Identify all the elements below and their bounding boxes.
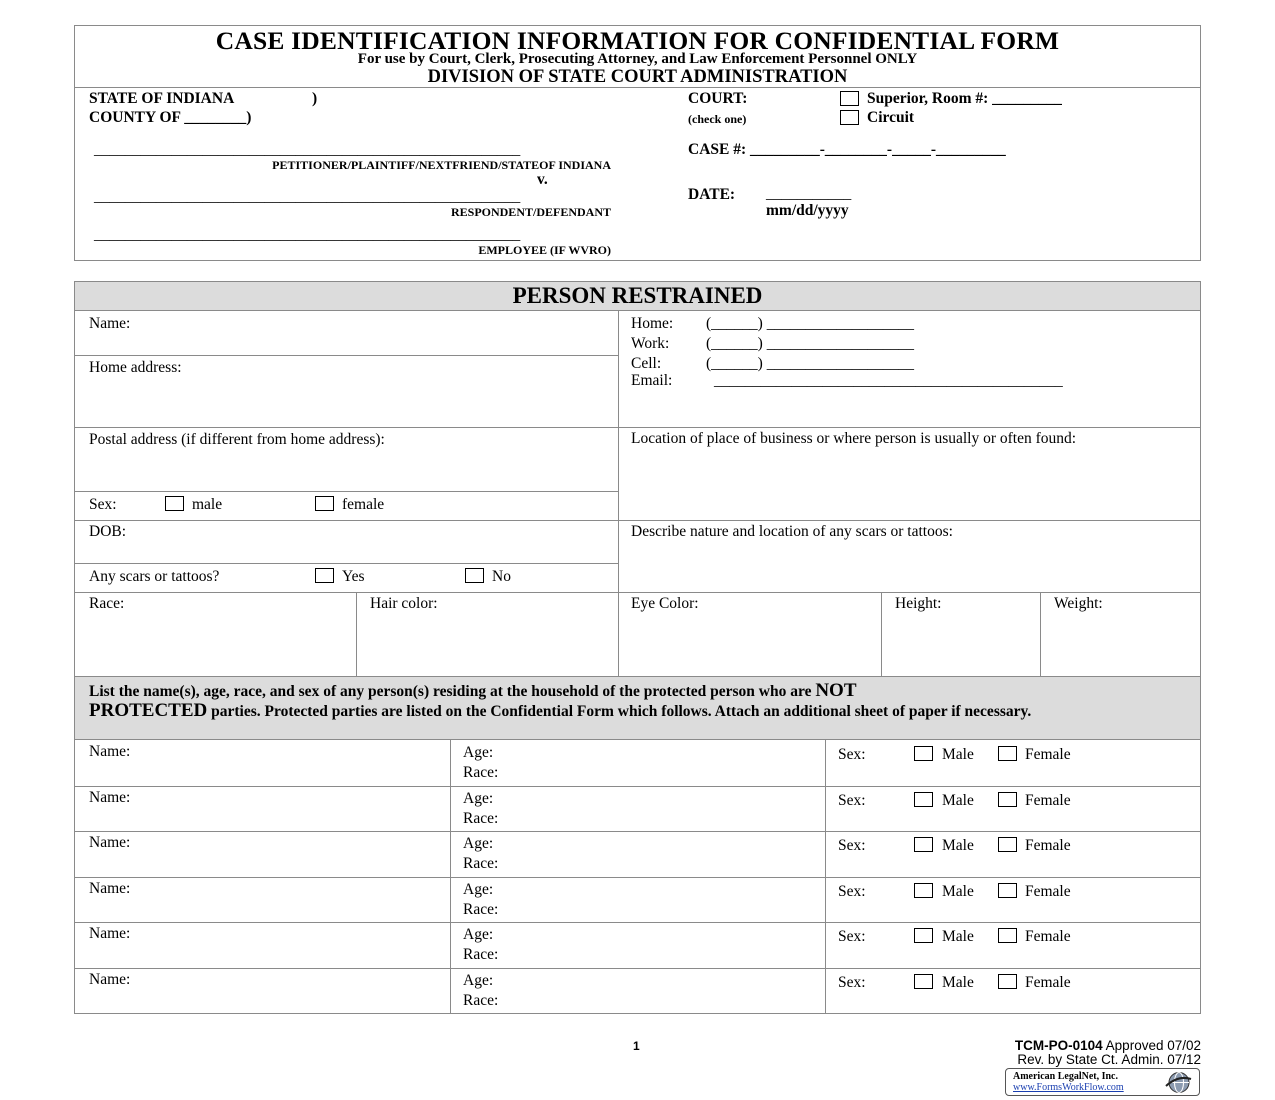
household-female-label: Female [1025, 746, 1071, 763]
home-address-field[interactable]: Home address: [89, 359, 182, 376]
header-divider [74, 87, 1201, 88]
badge-url[interactable]: www.FormsWorkFlow.com [1013, 1082, 1124, 1093]
form-id-line [1015, 1038, 1201, 1053]
circuit-checkbox[interactable] [840, 110, 859, 125]
household-female-label: Female [1025, 883, 1071, 900]
household-male-checkbox[interactable] [914, 928, 933, 943]
household-female-checkbox[interactable] [998, 928, 1017, 943]
male-checkbox[interactable] [165, 496, 184, 511]
race-field[interactable]: Race: [89, 595, 125, 612]
scars-no-checkbox[interactable] [465, 568, 484, 583]
female-label: female [342, 496, 385, 513]
divider-line [74, 355, 618, 356]
name-field[interactable]: Name: [89, 315, 131, 332]
household-male-label: Male [942, 883, 974, 900]
household-sex-label: Sex: [838, 883, 866, 900]
hair-color-field[interactable]: Hair color: [370, 595, 438, 612]
divider-line [74, 877, 1201, 878]
household-age-field[interactable]: Age: [463, 744, 494, 761]
household-name-field[interactable]: Name: [89, 789, 131, 806]
respondent-line[interactable]: _______________________________________________________ [94, 188, 521, 205]
household-intro-b: parties. Protected parties are listed on the Confidential Form which follows. Attach an additional sheet of paper if necessary. [207, 703, 1032, 720]
household-female-label: Female [1025, 928, 1071, 945]
work-phone-field[interactable]: (______) ___________________ [706, 335, 914, 352]
divider-line [618, 592, 619, 676]
household-female-checkbox[interactable] [998, 837, 1017, 852]
household-female-checkbox[interactable] [998, 746, 1017, 761]
case-number-field[interactable]: CASE #: _________-________-_____-_________ [688, 141, 1006, 158]
household-age-field[interactable]: Age: [463, 790, 494, 807]
household-male-label: Male [942, 746, 974, 763]
household-race-field[interactable]: Race: [463, 855, 499, 872]
divider-line [74, 520, 1201, 521]
divider-line [356, 592, 357, 676]
state-label: STATE OF INDIANA [89, 90, 235, 107]
division-title: DIVISION OF STATE COURT ADMINISTRATION [427, 67, 848, 87]
scars-description-field[interactable]: Describe nature and location of any scars or tattoos: [631, 523, 953, 540]
household-age-field[interactable]: Age: [463, 835, 494, 852]
revision-note: Rev. by State Ct. Admin. 07/12 [1017, 1052, 1201, 1067]
household-male-checkbox[interactable] [914, 837, 933, 852]
household-male-label: Male [942, 837, 974, 854]
household-name-field[interactable]: Name: [89, 971, 131, 988]
household-male-checkbox[interactable] [914, 746, 933, 761]
date-format-label: mm/dd/yyyy [766, 202, 849, 219]
divider-line [74, 427, 1201, 428]
county-label[interactable]: COUNTY OF ________) [89, 109, 252, 126]
versus-label: v. [537, 171, 548, 188]
household-race-field[interactable]: Race: [463, 992, 499, 1009]
household-male-label: Male [942, 974, 974, 991]
household-name-field[interactable]: Name: [89, 880, 131, 897]
page-number: 1 [633, 1039, 640, 1053]
male-label: male [192, 496, 223, 513]
household-race-field[interactable]: Race: [463, 764, 499, 781]
household-female-label: Female [1025, 974, 1071, 991]
divider-line [74, 563, 618, 564]
household-intro-a: List the name(s), age, race, and sex of any person(s) residing at the household of the protected person who are [89, 683, 816, 700]
employee-line[interactable]: _______________________________________________________ [94, 226, 521, 243]
divider-line [74, 786, 1201, 787]
form-title: CASE IDENTIFICATION INFORMATION FOR CONFIDENTIAL FORM [215, 26, 1060, 55]
home-phone-field[interactable]: (______) ___________________ [706, 315, 914, 332]
court-label: COURT: [688, 90, 748, 107]
household-race-field[interactable]: Race: [463, 810, 499, 827]
date-field[interactable]: ___________ [766, 185, 852, 202]
household-male-checkbox[interactable] [914, 974, 933, 989]
scars-question-label: Any scars or tattoos? [89, 568, 220, 585]
home-phone-label: Home: [631, 315, 674, 332]
household-age-field[interactable]: Age: [463, 881, 494, 898]
date-label: DATE: [688, 186, 736, 203]
protected-emphasis: PROTECTED [89, 700, 208, 721]
household-female-checkbox[interactable] [998, 883, 1017, 898]
email-field[interactable]: _____________________________________________ [714, 372, 1063, 389]
sex-label: Sex: [89, 496, 117, 513]
household-name-field[interactable]: Name: [89, 743, 131, 760]
check-one-label: (check one) [688, 112, 747, 126]
scars-yes-checkbox[interactable] [315, 568, 334, 583]
household-male-label: Male [942, 928, 974, 945]
respondent-label: RESPONDENT/DEFENDANT [450, 205, 611, 219]
location-field[interactable]: Location of place of business or where person is usually or often found: [631, 430, 1077, 447]
divider-line [1040, 592, 1041, 676]
not-emphasis: NOT [815, 680, 857, 701]
divider-line [74, 592, 1201, 593]
household-sex-label: Sex: [838, 974, 866, 991]
household-female-label: Female [1025, 792, 1071, 809]
household-sex-label: Sex: [838, 928, 866, 945]
petitioner-label: PETITIONER/PLAINTIFF/NEXTFRIEND/STATEOF INDIANA [272, 158, 611, 172]
household-name-field[interactable]: Name: [89, 925, 131, 942]
household-instructions [75, 677, 1200, 740]
person-restrained-heading: PERSON RESTRAINED [75, 282, 1200, 311]
divider-line [74, 491, 618, 492]
household-sex-label: Sex: [838, 792, 866, 809]
email-label: Email: [631, 372, 673, 389]
form-subtitle: For use by Court, Clerk, Prosecuting Attorney, and Law Enforcement Personnel ONLY [357, 51, 918, 67]
state-paren: ) [312, 90, 318, 107]
badge-company: American LegalNet, Inc. [1013, 1071, 1118, 1082]
form-id: TCM-PO-0104 [1014, 1038, 1103, 1053]
household-male-checkbox[interactable] [914, 792, 933, 807]
postal-address-field[interactable]: Postal address (if different from home address): [89, 431, 385, 448]
divider-line [74, 831, 1201, 832]
cell-phone-label: Cell: [631, 355, 662, 372]
household-race-field[interactable]: Race: [463, 901, 499, 918]
household-female-checkbox[interactable] [998, 974, 1017, 989]
circuit-label: Circuit [867, 109, 915, 126]
weight-field[interactable]: Weight: [1054, 595, 1103, 612]
divider-line [74, 922, 1201, 923]
household-male-checkbox[interactable] [914, 883, 933, 898]
household-male-label: Male [942, 792, 974, 809]
legalnet-badge[interactable] [1005, 1068, 1200, 1096]
household-female-label: Female [1025, 837, 1071, 854]
household-age-field[interactable]: Age: [463, 926, 494, 943]
globe-icon [1164, 1071, 1192, 1094]
cell-phone-field[interactable]: (______) ___________________ [706, 355, 914, 372]
divider-line [74, 968, 1201, 969]
work-phone-label: Work: [631, 335, 670, 352]
dob-field[interactable]: DOB: [89, 523, 127, 540]
household-table [74, 740, 1201, 1014]
scars-yes-label: Yes [342, 568, 365, 585]
household-name-field[interactable]: Name: [89, 834, 131, 851]
divider-line [881, 592, 882, 676]
household-sex-label: Sex: [838, 746, 866, 763]
female-checkbox[interactable] [315, 496, 334, 511]
superior-label: Superior, Room #: _________ [867, 90, 1062, 107]
employee-label: EMPLOYEE (IF WVRO) [478, 243, 611, 257]
household-race-field[interactable]: Race: [463, 946, 499, 963]
height-field[interactable]: Height: [895, 595, 942, 612]
household-female-checkbox[interactable] [998, 792, 1017, 807]
superior-checkbox[interactable] [840, 91, 859, 106]
scars-no-label: No [492, 568, 511, 585]
approved-date: Approved 07/02 [1105, 1038, 1201, 1053]
eye-color-field[interactable]: Eye Color: [631, 595, 699, 612]
household-sex-label: Sex: [838, 837, 866, 854]
petitioner-line[interactable]: _______________________________________________________ [94, 141, 521, 158]
household-age-field[interactable]: Age: [463, 972, 494, 989]
